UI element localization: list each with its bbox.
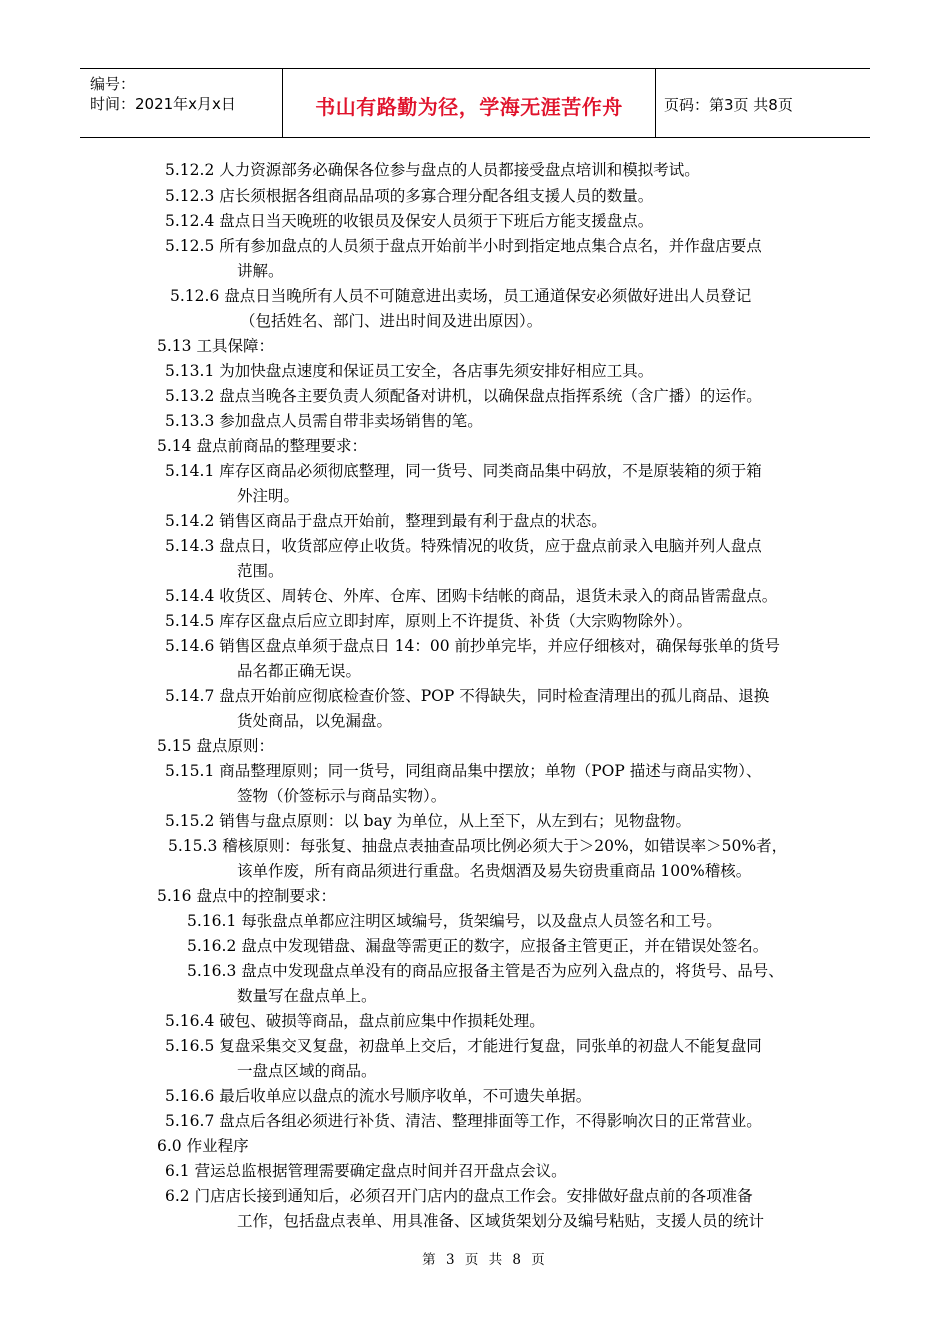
text-line: 5.14.4 收货区、周转仓、外库、仓库、团购卡结帐的商品，退货未录入的商品皆需盘点。	[165, 587, 778, 605]
text-line: 5.12.5 所有参加盘点的人员须于盘点开始前半小时到指定地点集合点名，并作盘店要点	[165, 237, 762, 255]
text-line: 5.12.4 盘点日当天晚班的收银员及保安人员须于下班后方能支援盘点。	[165, 212, 654, 230]
page-footer: 第 3 页 共 8 页	[422, 1252, 548, 1268]
text-line: 讲解。	[237, 262, 284, 280]
text-line: 5.12.3 店长须根据各组商品品项的多寡合理分配各组支援人员的数量。	[165, 187, 654, 205]
text-line: 5.13.1 为加快盘点速度和保证员工安全，各店事先须安排好相应工具。	[165, 362, 654, 380]
text-line: 5.16.3 盘点中发现盘点单没有的商品应报备主管是否为应列入盘点的，将货号、品号、	[187, 962, 784, 980]
text-line: 货处商品，以免漏盘。	[237, 712, 393, 730]
section-heading: 5.14 盘点前商品的整理要求：	[157, 437, 367, 455]
text-line: 5.14.3 盘点日，收货部应停止收货。特殊情况的收货，应于盘点前录入电脑并列人盘点	[165, 537, 762, 555]
document-time-label: 时间：2021年x月x日	[90, 95, 236, 113]
text-line: 5.16.5 复盘采集交叉复盘，初盘单上交后，才能进行复盘，同张单的初盘人不能复盘同	[165, 1037, 762, 1055]
text-line: 数量写在盘点单上。	[237, 987, 377, 1005]
section-heading: 5.16 盘点中的控制要求：	[157, 887, 336, 905]
document-code-label: 编号：	[90, 75, 136, 93]
text-line: 5.16.2 盘点中发现错盘、漏盘等需更正的数字，应报备主管更正，并在错误处签名。	[187, 937, 769, 955]
text-line: 5.14.5 库存区盘点后应立即封库，原则上不许提货、补货（大宗购物除外）。	[165, 612, 692, 630]
text-line: 5.15.1 商品整理原则；同一货号，同组商品集中摆放；单物（POP 描述与商品实物）、	[165, 762, 762, 780]
text-line: 5.14.2 销售区商品于盘点开始前，整理到最有利于盘点的状态。	[165, 512, 607, 530]
text-line: 5.16.6 最后收单应以盘点的流水号顺序收单，不可遗失单据。	[165, 1087, 592, 1105]
text-line: 6.1 营运总监根据管理需要确定盘点时间并召开盘点会议。	[165, 1162, 567, 1180]
text-line: 5.13.3 参加盘点人员需自带非卖场销售的笔。	[165, 412, 483, 430]
text-line: 5.13.2 盘点当晚各主要负责人须配备对讲机，以确保盘点指挥系统（含广播）的运作。	[165, 387, 762, 405]
text-line: 5.16.1 每张盘点单都应注明区域编号，货架编号，以及盘点人员签名和工号。	[187, 912, 722, 930]
text-line: 工作，包括盘点表单、用具准备、区域货架划分及编号粘贴，支援人员的统计	[237, 1212, 765, 1230]
text-line: 5.12.6 盘点日当晚所有人员不可随意进出卖场，员工通道保安必须做好进出人员登记	[170, 287, 752, 305]
text-line: 外注明。	[237, 487, 300, 505]
text-line: 5.16.7 盘点后各组必须进行补货、清洁、整理排面等工作，不得影响次日的正常营业。	[165, 1112, 762, 1130]
text-line: 签物（价签标示与商品实物）。	[237, 787, 447, 805]
header-page-number: 页码：第3页 共8页	[664, 96, 793, 114]
text-line: 5.12.2 人力资源部务必确保各位参与盘点的人员都接受盘点培训和模拟考试。	[165, 161, 700, 179]
text-line: 5.14.6 销售区盘点单须于盘点日 14：00 前抄单完毕，并应仔细核对，确保每张单的货号	[165, 637, 781, 655]
text-line: 6.2 门店店长接到通知后，必须召开门店内的盘点工作会。安排做好盘点前的各项准备	[165, 1187, 753, 1205]
text-line: 5.14.7 盘点开始前应彻底检查价签、POP 不得缺失，同时检查清理出的孤儿商品、退换	[165, 687, 770, 705]
text-line: 5.16.4 破包、破损等商品，盘点前应集中作损耗处理。	[165, 1012, 545, 1030]
text-line: 5.14.1 库存区商品必须彻底整理，同一货号、同类商品集中码放，不是原装箱的须于箱	[165, 462, 762, 480]
section-heading: 5.15 盘点原则：	[157, 737, 274, 755]
text-line: 5.15.3 稽核原则：每张复、抽盘点表抽查品项比例必须大于＞20%，如错误率＞50%者，	[168, 837, 788, 855]
text-line: （包括姓名、部门、进出时间及进出原因）。	[240, 312, 543, 330]
section-heading: 5.13 工具保障：	[157, 337, 274, 355]
text-line: 一盘点区域的商品。	[237, 1062, 377, 1080]
text-line: 品名都正确无误。	[237, 662, 362, 680]
text-line: 5.15.2 销售与盘点原则：以 bay 为单位，从上至下，从左到右；见物盘物。	[165, 812, 692, 830]
text-line: 该单作废，所有商品须进行重盘。名贵烟酒及易失窃贵重商品 100%稽核。	[237, 862, 752, 880]
text-line: 范围。	[237, 562, 284, 580]
section-heading: 6.0 作业程序	[157, 1137, 249, 1155]
header-motto: 书山有路勤为径，学海无涯苦作舟	[315, 95, 623, 119]
